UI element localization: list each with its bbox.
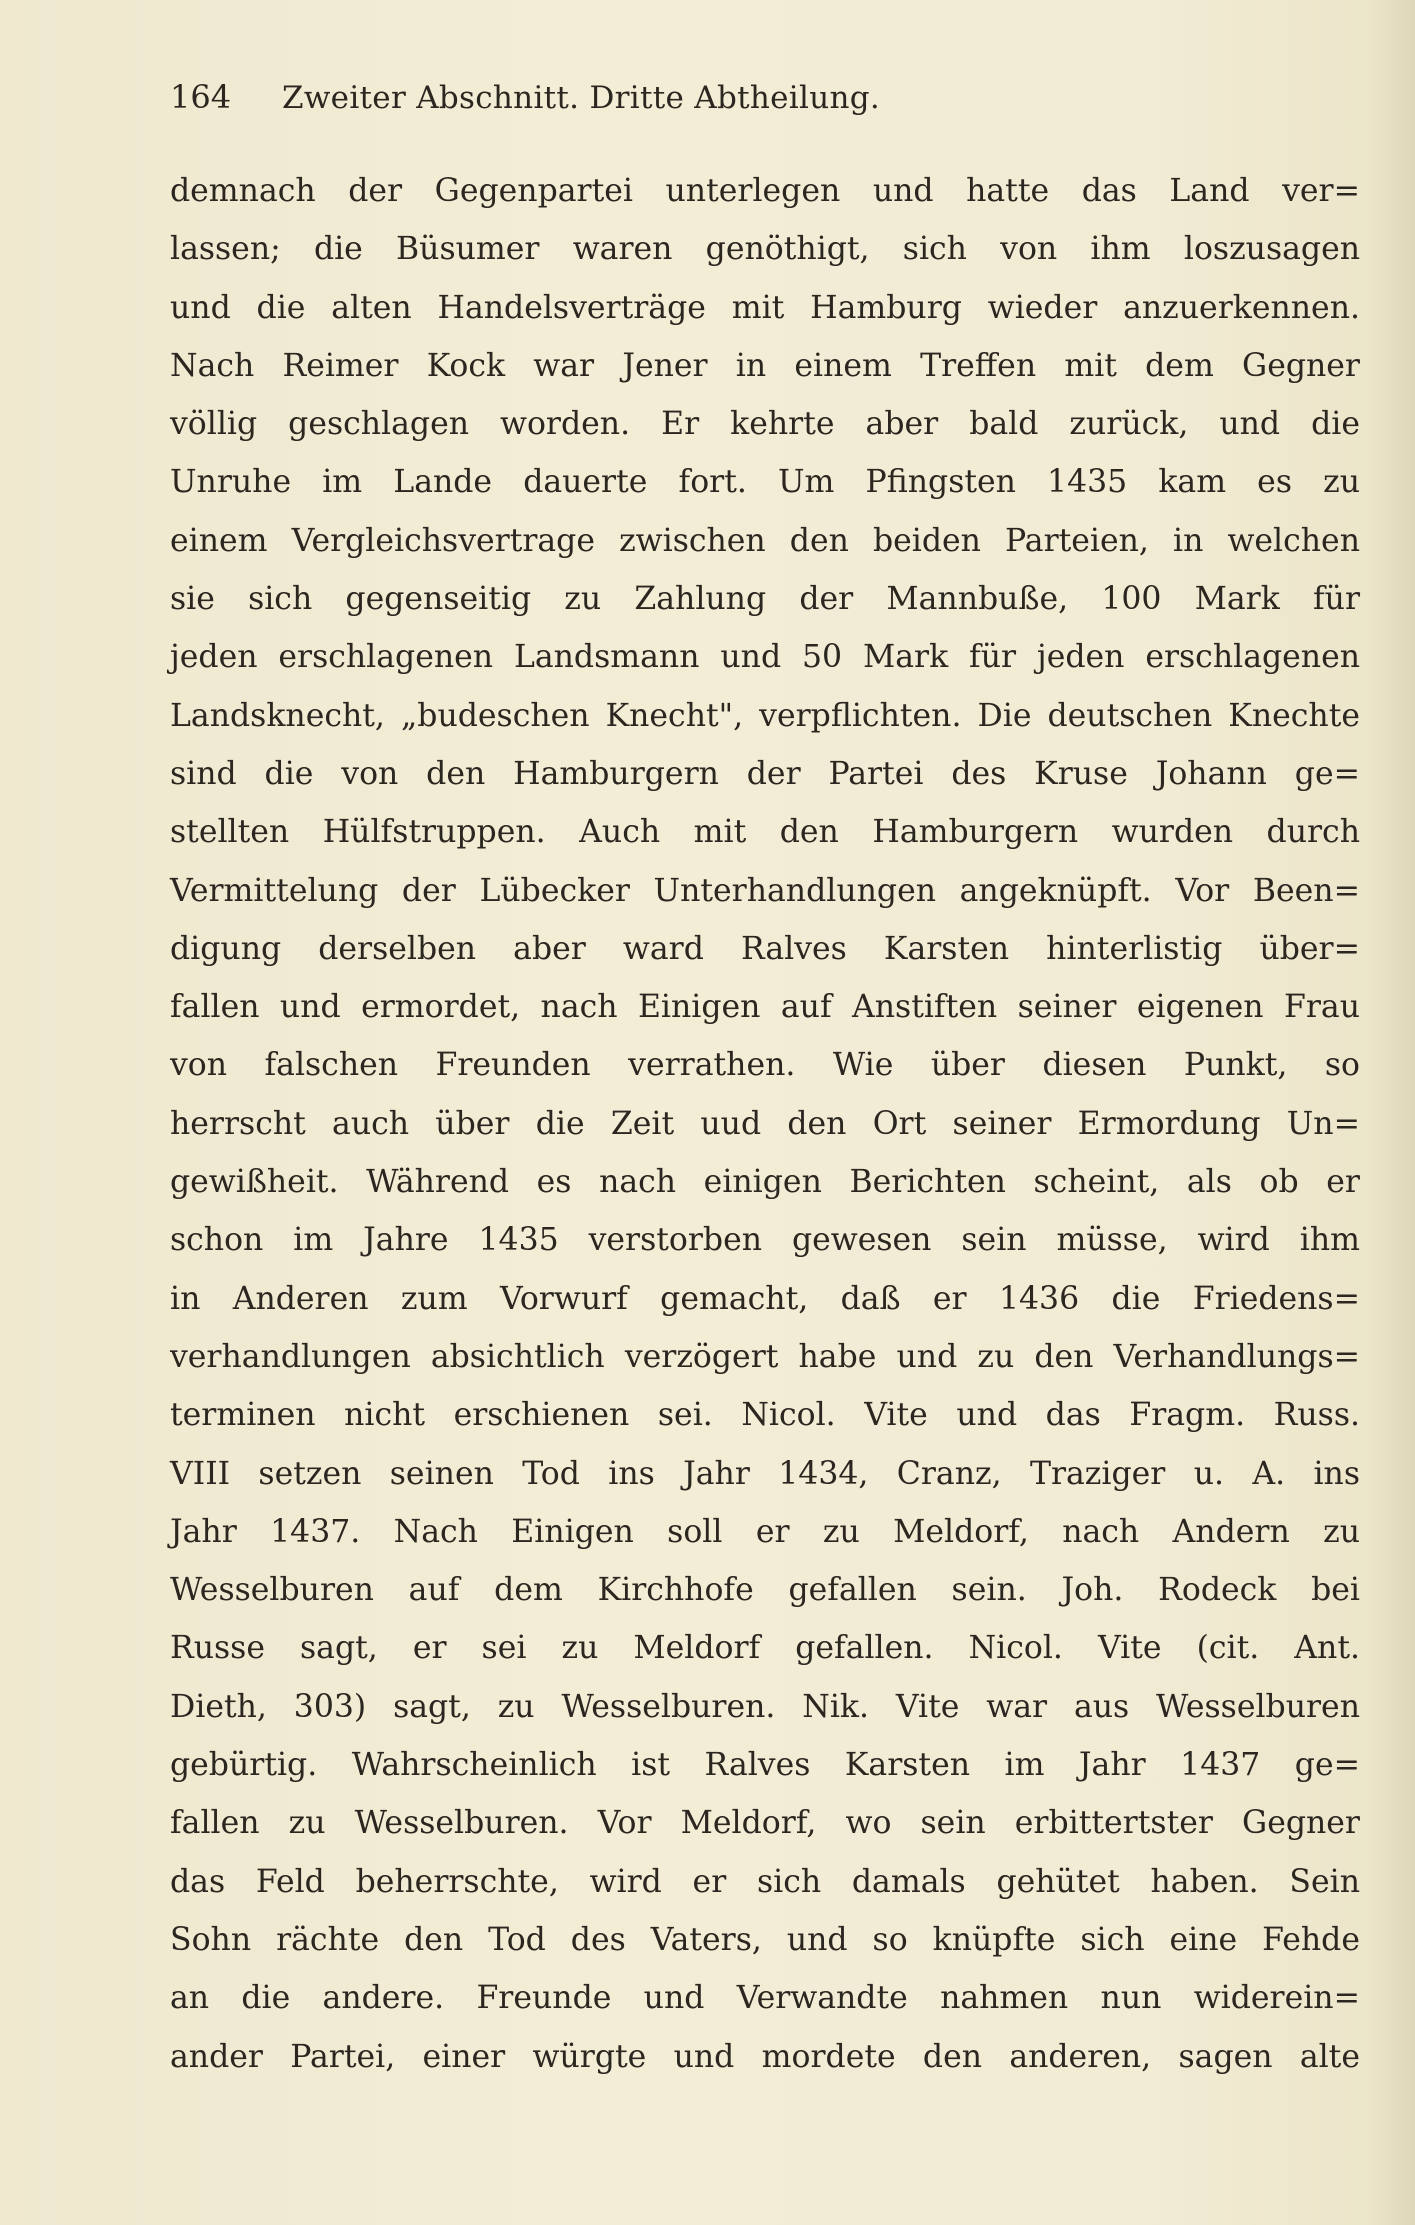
text-line: terminen nicht erschienen sei. Nicol. Vite und das Fragm. Russ. bbox=[170, 1397, 1360, 1434]
text-line: gewißheit. Während es nach einigen Berichten scheint, als ob er bbox=[170, 1164, 1360, 1201]
body-text bbox=[170, 162, 1360, 2086]
text-line: das Feld beherrschte, wird er sich damals gehütet haben. Sein bbox=[170, 1863, 1360, 1900]
text-line: jeden erschlagenen Landsmann und 50 Mark für jeden erschlagenen bbox=[170, 639, 1360, 676]
text-line: von falschen Freunden verrathen. Wie über diesen Punkt, so bbox=[170, 1047, 1360, 1084]
text-line: Wesselburen auf dem Kirchhofe gefallen sein. Joh. Rodeck bei bbox=[170, 1572, 1360, 1609]
text-line: Unruhe im Lande dauerte fort. Um Pfingsten 1435 kam es zu bbox=[170, 464, 1360, 501]
text-line: Russe sagt, er sei zu Meldorf gefallen. Nicol. Vite (cit. Ant. bbox=[170, 1630, 1360, 1667]
text-line: digung derselben aber ward Ralves Karsten hinterlistig über= bbox=[170, 930, 1360, 967]
running-head: Zweiter Abschnitt. Dritte Abtheilung. bbox=[282, 80, 881, 116]
text-line: völlig geschlagen worden. Er kehrte aber bald zurück, und die bbox=[170, 406, 1360, 443]
page-number: 164 bbox=[170, 78, 232, 116]
text-line: Sohn rächte den Tod des Vaters, und so knüpfte sich eine Fehde bbox=[170, 1921, 1360, 1958]
text-line: sie sich gegenseitig zu Zahlung der Mannbuße, 100 Mark für bbox=[170, 581, 1360, 618]
text-line: fallen zu Wesselburen. Vor Meldorf, wo sein erbittertster Gegner bbox=[170, 1805, 1360, 1842]
text-line: ander Partei, einer würgte und mordete den anderen, sagen alte bbox=[170, 2038, 1360, 2075]
text-line: lassen; die Büsumer waren genöthigt, sich von ihm loszusagen bbox=[170, 231, 1360, 268]
text-line: Landsknecht, „budeschen Knecht", verpflichten. Die deutschen Knechte bbox=[170, 697, 1360, 734]
text-line: demnach der Gegenpartei unterlegen und hatte das Land ver= bbox=[170, 173, 1360, 209]
text-line: VIII setzen seinen Tod ins Jahr 1434, Cranz, Traziger u. A. ins bbox=[170, 1455, 1360, 1492]
text-line: verhandlungen absichtlich verzögert habe und zu den Verhandlungs= bbox=[170, 1338, 1360, 1375]
text-line: schon im Jahre 1435 verstorben gewesen sein müsse, wird ihm bbox=[170, 1222, 1360, 1259]
text-line: fallen und ermordet, nach Einigen auf Anstiften seiner eigenen Frau bbox=[170, 989, 1360, 1026]
text-line: einem Vergleichsvertrage zwischen den beiden Parteien, in welchen bbox=[170, 522, 1360, 559]
text-line: in Anderen zum Vorwurf gemacht, daß er 1436 die Friedens= bbox=[170, 1280, 1360, 1317]
text-line: gebürtig. Wahrscheinlich ist Ralves Karsten im Jahr 1437 ge= bbox=[170, 1747, 1360, 1784]
text-line: Jahr 1437. Nach Einigen soll er zu Meldorf, nach Andern zu bbox=[170, 1513, 1360, 1550]
text-line: und die alten Handelsverträge mit Hamburg wieder anzuerkennen. bbox=[170, 289, 1360, 326]
text-line: herrscht auch über die Zeit uud den Ort seiner Ermordung Un= bbox=[170, 1105, 1360, 1142]
text-line: an die andere. Freunde und Verwandte nahmen nun widerein= bbox=[170, 1980, 1360, 2017]
text-line: stellten Hülfstruppen. Auch mit den Hamburgern wurden durch bbox=[170, 814, 1360, 851]
page-header bbox=[170, 78, 1360, 128]
text-line: Dieth, 303) sagt, zu Wesselburen. Nik. Vite war aus Wesselburen bbox=[170, 1688, 1360, 1725]
text-line: Vermittelung der Lübecker Unterhandlungen angeknüpft. Vor Been= bbox=[170, 872, 1360, 909]
text-line: Nach Reimer Kock war Jener in einem Treffen mit dem Gegner bbox=[170, 347, 1360, 384]
text-line: sind die von den Hamburgern der Partei des Kruse Johann ge= bbox=[170, 755, 1360, 792]
page-edge-shadow bbox=[1367, 0, 1415, 2225]
